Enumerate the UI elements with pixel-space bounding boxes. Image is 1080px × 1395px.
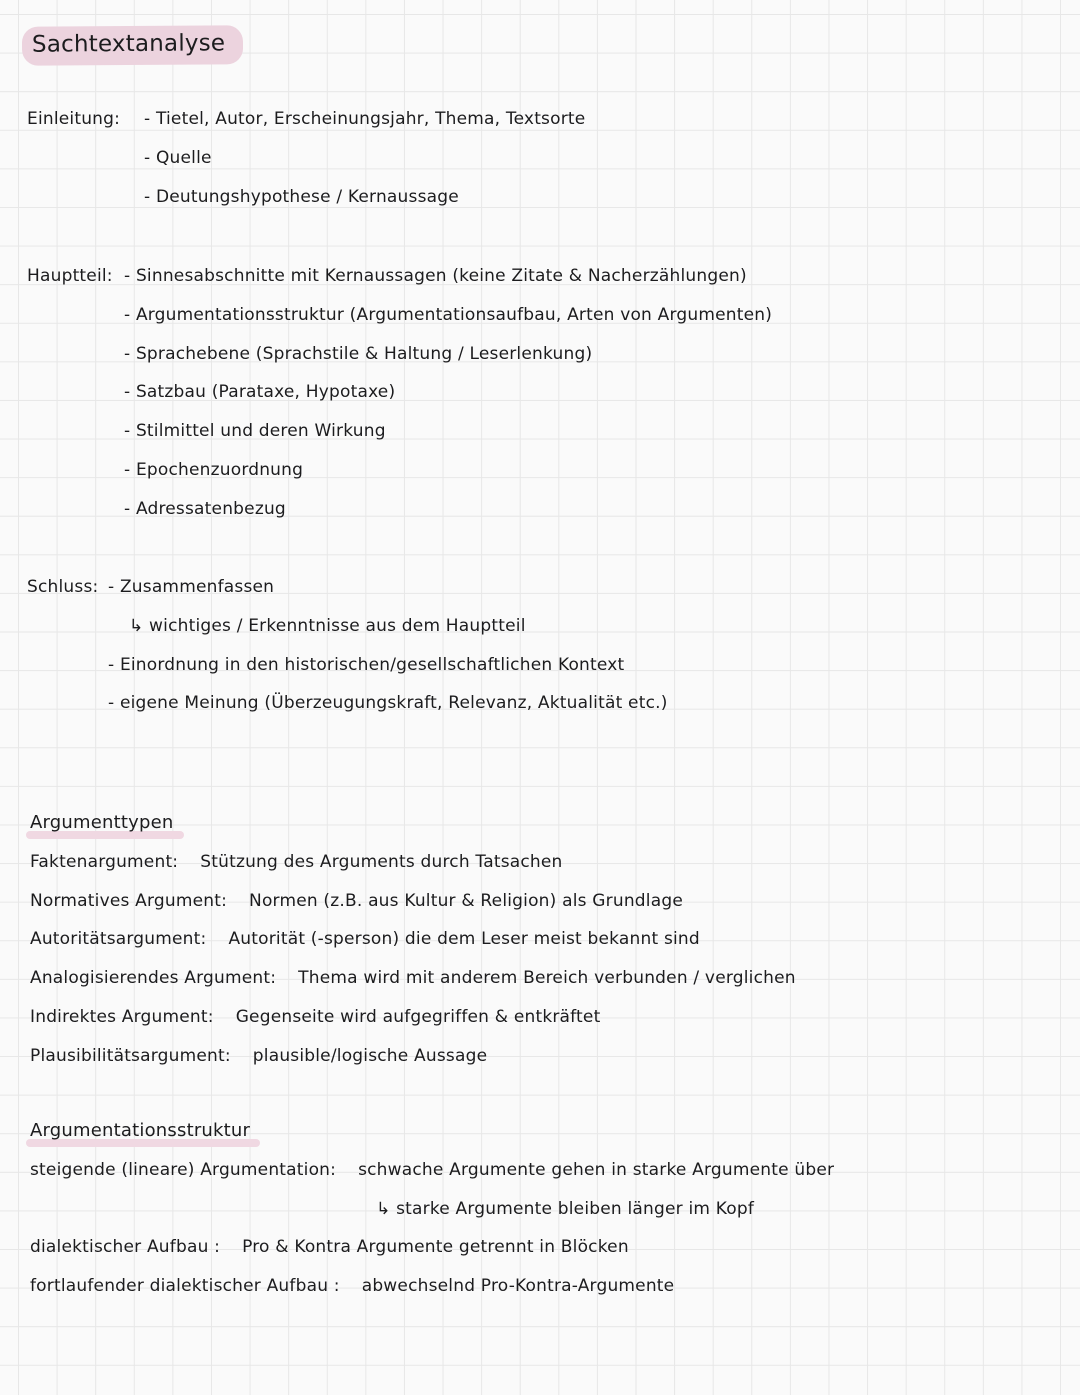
definition: Gegenseite wird aufgegriffen & entkräftet bbox=[235, 1006, 601, 1027]
definition-row bbox=[30, 1267, 1064, 1306]
section-einleitung bbox=[27, 100, 1060, 216]
term: Normatives Argument: bbox=[30, 890, 228, 911]
definition: Normen (z.B. aus Kultur & Religion) als Grundlage bbox=[249, 890, 683, 911]
section-label-hauptteil: Hauptteil: bbox=[27, 266, 113, 286]
definition-row bbox=[30, 959, 1064, 998]
definition: Autorität (-sperson) die dem Leser meist bekannt sind bbox=[228, 929, 700, 950]
einleitung-items bbox=[144, 100, 1060, 216]
definition-row bbox=[30, 920, 1064, 959]
list-subitem: ↳ wichtiges / Erkenntnisse aus dem Hauptteil bbox=[129, 615, 526, 636]
schluss-items bbox=[108, 568, 1060, 723]
list-item: - Stilmittel und deren Wirkung bbox=[124, 421, 386, 442]
argumentationsstruktur-heading: Argumentationsstruktur bbox=[30, 1112, 250, 1151]
hauptteil-items bbox=[124, 257, 1060, 529]
section-hauptteil bbox=[27, 257, 1060, 529]
definition: Stützung des Arguments durch Tatsachen bbox=[200, 851, 563, 872]
term: Faktenargument: bbox=[30, 851, 179, 872]
definition: plausible/logische Aussage bbox=[252, 1045, 488, 1066]
definition-row bbox=[30, 1228, 1064, 1267]
list-item: - Satzbau (Parataxe, Hypotaxe) bbox=[124, 382, 396, 403]
list-item: - eigene Meinung (Überzeugungskraft, Relevanz, Aktualität etc.) bbox=[108, 693, 668, 714]
definition-row bbox=[30, 1037, 1064, 1076]
definition-row bbox=[30, 998, 1064, 1037]
term: Analogisierendes Argument: bbox=[30, 968, 277, 989]
section-label-schluss: Schluss: bbox=[27, 577, 99, 597]
list-item: - Deutungshypothese / Kernaussage bbox=[144, 186, 459, 207]
title-highlight bbox=[22, 25, 243, 66]
definition: schwache Argumente gehen in starke Argumente über bbox=[358, 1159, 835, 1180]
argumenttypen-heading: Argumenttypen bbox=[30, 804, 174, 843]
list-item: - Adressatenbezug bbox=[124, 498, 286, 519]
definition-row bbox=[30, 1151, 1064, 1229]
term: Autoritätsargument: bbox=[30, 929, 207, 950]
term: dialektischer Aufbau : bbox=[30, 1237, 221, 1258]
definition: Thema wird mit anderem Bereich verbunden / verglichen bbox=[298, 968, 796, 989]
term: Plausibilitätsargument: bbox=[30, 1045, 231, 1066]
term: fortlaufender dialektischer Aufbau : bbox=[30, 1276, 340, 1297]
list-item: - Argumentationsstruktur (Argumentationsaufbau, Arten von Argumenten) bbox=[124, 304, 773, 325]
list-item: - Sprachebene (Sprachstile & Haltung / Leserlenkung) bbox=[124, 343, 593, 364]
page-title-text: Sachtextanalyse bbox=[31, 30, 226, 58]
section-argumentationsstruktur bbox=[30, 1112, 1064, 1306]
page-title bbox=[22, 26, 243, 65]
section-argumenttypen bbox=[30, 804, 1064, 1076]
list-item: - Sinnesabschnitte mit Kernaussagen (keine Zitate & Nacherzählungen) bbox=[124, 266, 747, 286]
definition-row bbox=[30, 843, 1064, 882]
list-item: - Tietel, Autor, Erscheinungsjahr, Thema, Textsorte bbox=[144, 109, 586, 129]
term: Indirektes Argument: bbox=[30, 1006, 214, 1027]
definition: Pro & Kontra Argumente getrennt in Blöcken bbox=[242, 1237, 629, 1258]
list-item: - Quelle bbox=[144, 147, 212, 168]
term: steigende (lineare) Argumentation: bbox=[30, 1159, 337, 1180]
definition-note: ↳ starke Argumente bleiben länger im Kopf bbox=[376, 1198, 755, 1219]
section-schluss bbox=[27, 568, 1060, 723]
definition: abwechselnd Pro-Kontra-Argumente bbox=[361, 1276, 675, 1297]
list-item: - Einordnung in den historischen/gesellschaftlichen Kontext bbox=[108, 654, 625, 675]
list-item: - Epochenzuordnung bbox=[124, 459, 304, 480]
section-label-einleitung: Einleitung: bbox=[27, 109, 121, 129]
definition-row bbox=[30, 882, 1064, 921]
list-item: - Zusammenfassen bbox=[108, 577, 275, 597]
